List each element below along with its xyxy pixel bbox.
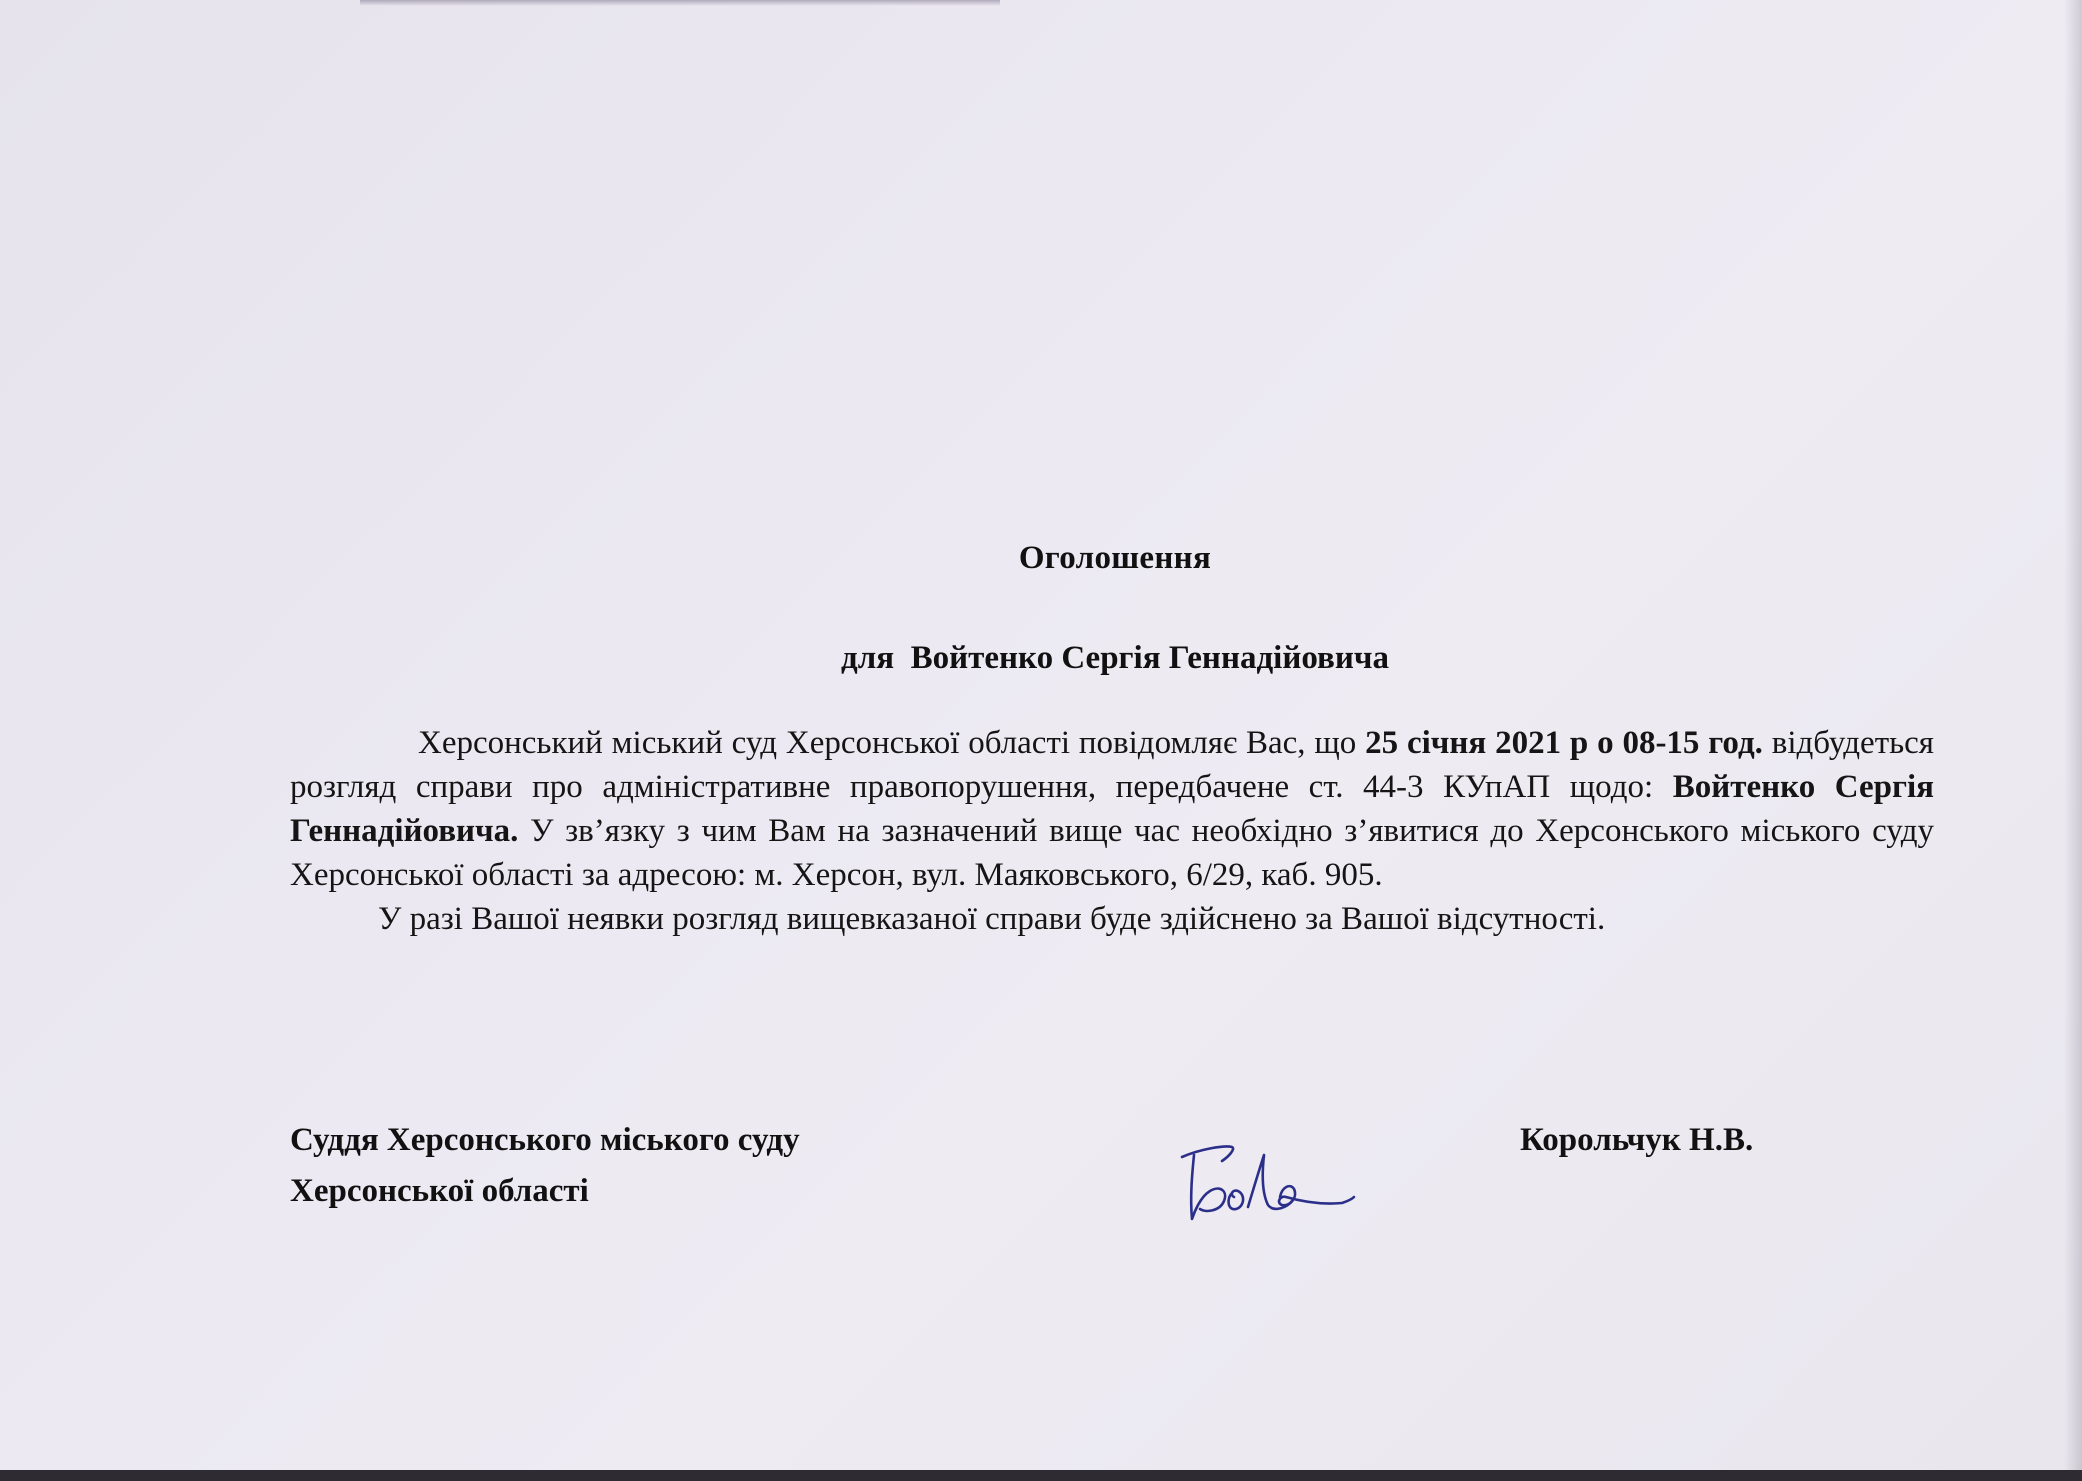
paragraph-1-intro: Херсонський міський суд Херсонської області повідомляє Вас, що [418, 725, 1366, 761]
paper-edge [2064, 0, 2082, 1470]
background-band [0, 1470, 2082, 1481]
notice-addressee: для Войтенко Сергія Геннадійовича [841, 640, 1389, 676]
notice-body [290, 721, 1934, 941]
judge-position-line-1: Суддя Херсонського міського суду [290, 1122, 800, 1158]
handwritten-signature [1170, 1135, 1360, 1230]
judge-position [290, 1115, 800, 1217]
judge-position-line-2: Херсонської області [290, 1173, 589, 1209]
hearing-date-time: 25 січня 2021 р о 08-15 год. [1365, 725, 1763, 761]
paragraph-1 [290, 721, 1934, 897]
notice-title: Оголошення [1018, 540, 1212, 576]
paragraph-1-ending: У зв’язку з чим Вам на зазначений вище час необхідно з’явитися до Херсонського міського суду Херсонської області за адресою: м. Херсон, вул. Маяковського, 6/29, каб. 905. [290, 813, 1934, 893]
judge-name: Корольчук Н.В. [1520, 1122, 1754, 1158]
top-shadow [360, 0, 1000, 6]
paragraph-2: У разі Вашої неявки розгляд вищевказаної справи буде здійснено за Вашої відсутності. [378, 901, 1606, 937]
paragraph-1-middle: відбудеться розгляд справи про адміністративне правопорушення, передбачене ст. 44-3 КУпАП щодо: [290, 725, 1934, 805]
person-name: Войтенко Сергія Геннадійовича. [290, 769, 1934, 849]
